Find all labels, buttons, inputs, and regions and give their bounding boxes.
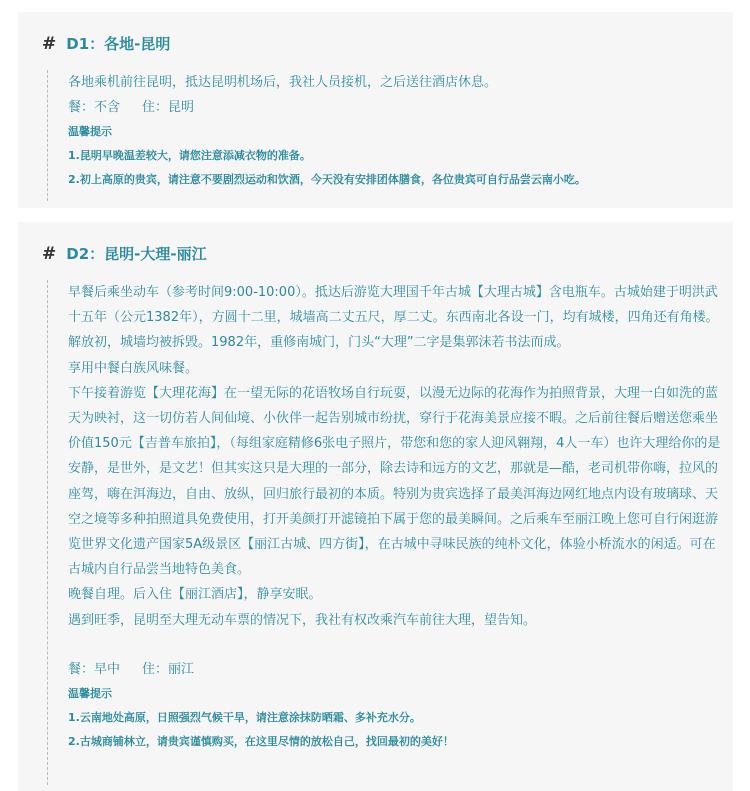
day-1-meal: 餐：不含 [68,100,121,116]
day-2-title: D2：昆明-大理-丽江 [66,245,207,263]
day-2-tips-title: 温馨提示 [68,686,112,700]
day-1-meal-stay [68,95,723,120]
day-1-body [47,70,723,201]
day-2-paragraph-3: 下午接着游览【大理花海】在一望无际的花语牧场自行玩耍，以漫无边际的花海作为拍照背景，大理一白如洗的蓝天为映衬，这一切仿若人间仙境、小伙伴一起告别城市纷扰，穿行于花海美景应接不暇。之后前往餐后赠送您乘坐价值150元【吉普车旅拍】，（每组家庭精修6张电子照片，带您和您的家人迎风翱翔，4人一车）也许大理给你的是安静，是世外，是文艺！但其实这只是大理的一部分，除去诗和远方的文艺，那就是—酷，老司机带你嗨，拉风的座驾，嗨在洱海边，自由、放纵，回归旅行最初的本质。特别为贵宾选择了最美洱海边网红地点内设有玻璃球、天空之境等多种拍照道具免费使用，打开美颜打开滤镜拍下属于您的最美瞬间。之后乘车至丽江晚上您可自行闲逛游览世界文化遗产国家5A级景区【丽江古城、四方街】，在古城中寻味民族的纯朴文化，体验小桥流水的闲适。可在古城内自行品尝当地特色美食。 [68,385,721,578]
day-2-tip-2: 2.古城商铺林立，请贵宾谨慎购买，在这里尽情的放松自己，找回最初的美好！ [68,734,454,748]
day-2-stay: 住：丽江 [142,661,195,677]
day-separator [18,208,733,222]
day-2-paragraph-4: 晚餐自理。后入住【丽江酒店】，静享安眠。 [68,587,322,603]
day-2-paragraph-2: 享用中餐白族风味餐。 [68,360,199,376]
itinerary-page [18,12,733,791]
day-2-tip-1: 1.云南地处高原，日照强烈气候干旱，请注意涂抹防晒霜、多补充水分。 [68,710,421,724]
day-1-title: D1：各地-昆明 [66,35,171,53]
day-2-paragraph-5: 遇到旺季，昆明至大理无动车票的情况下，我社有权改乘汽车前往大理，望告知。 [68,612,537,628]
hash-icon: # [42,34,57,54]
day-2-meal: 餐：早中 [68,661,121,677]
day-1-tip-1: 1.昆明早晚温差较大，请您注意添减衣物的准备。 [68,149,311,163]
day-1-tips-title: 温馨提示 [68,125,112,139]
day-2-meal-stay [68,657,723,682]
day-2-section [18,222,733,791]
day-1-section [18,12,733,207]
day-1-paragraph-1: 各地乘机前往昆明，抵达昆明机场后，我社人员接机，之后送往酒店休息。 [68,75,498,90]
hash-icon: # [42,244,57,264]
day-1-heading [42,32,170,56]
day-1-stay: 住：昆明 [142,100,195,116]
day-2-paragraph-1: 早餐后乘坐动车（参考时间9:00-10:00）。抵达后游览大理国千年古城【大理古城】含电瓶车。古城始建于明洪武十五年（公元1382年），方圆十二里，城墙高二丈五尺，厚二丈。东西南北各设一门，均有城楼，四角还有角楼。解放初，城墙均被拆毁。1982年，重修南城门，门头“大理”二字是集郭沫若书法而成。 [68,285,719,351]
day-1-tip-2: 2.初上高原的贵宾，请注意不要剧烈运动和饮酒，今天没有安排团体膳食，各位贵宾可自行品尝云南小吃。 [68,173,586,187]
day-2-heading [42,242,207,266]
day-2-body [47,280,723,785]
